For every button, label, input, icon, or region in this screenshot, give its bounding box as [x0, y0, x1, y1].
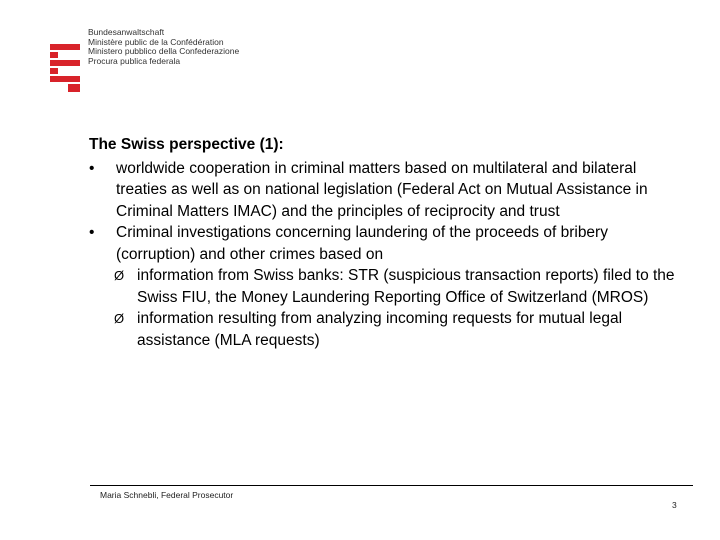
page-number: 3 — [672, 500, 677, 510]
bullet-item — [89, 158, 679, 223]
footer-divider — [90, 485, 693, 486]
org-line-french: Ministère public de la Confédération — [88, 36, 224, 47]
org-line-italian: Ministero pubblico della Confederazione — [88, 46, 240, 56]
organization-names — [88, 28, 239, 66]
bullet-icon: • — [89, 159, 95, 177]
swiss-federal-logo — [50, 44, 80, 92]
org-line-german: Bundesanwaltschaft — [88, 27, 165, 37]
sub-bullet-item — [114, 265, 679, 308]
bullet-text: worldwide cooperation in criminal matters based on multilateral and bilateral treaties as well as on national legislation (Federal Act on Mutual Assistance in Criminal Matters IMAC) and the principles of reciprocity and trust — [116, 159, 648, 220]
bullet-item — [89, 222, 679, 265]
bullet-icon: • — [89, 224, 95, 241]
sub-bullet-text: information from Swiss banks: STR (suspicious transaction reports) filed to the Swiss FIU, the Money Laundering Reporting Office of Switzerland (MROS) — [137, 267, 675, 306]
sub-bullet-item — [114, 308, 679, 351]
footer-author: Maria Schnebli, Federal Prosecutor — [100, 490, 234, 500]
arrow-bullet-icon: Ø — [114, 268, 125, 283]
slide-content — [89, 134, 679, 351]
sub-bullet-text: information resulting from analyzing incoming requests for mutual legal assistance (MLA requests) — [137, 310, 623, 349]
org-line-romansh: Procura publica federala — [88, 55, 181, 66]
arrow-bullet-icon: Ø — [114, 311, 125, 326]
slide-heading: The Swiss perspective (1): — [89, 136, 284, 153]
bullet-text: Criminal investigations concerning laundering of the proceeds of bribery (corruption) and other crimes based on — [116, 224, 608, 263]
